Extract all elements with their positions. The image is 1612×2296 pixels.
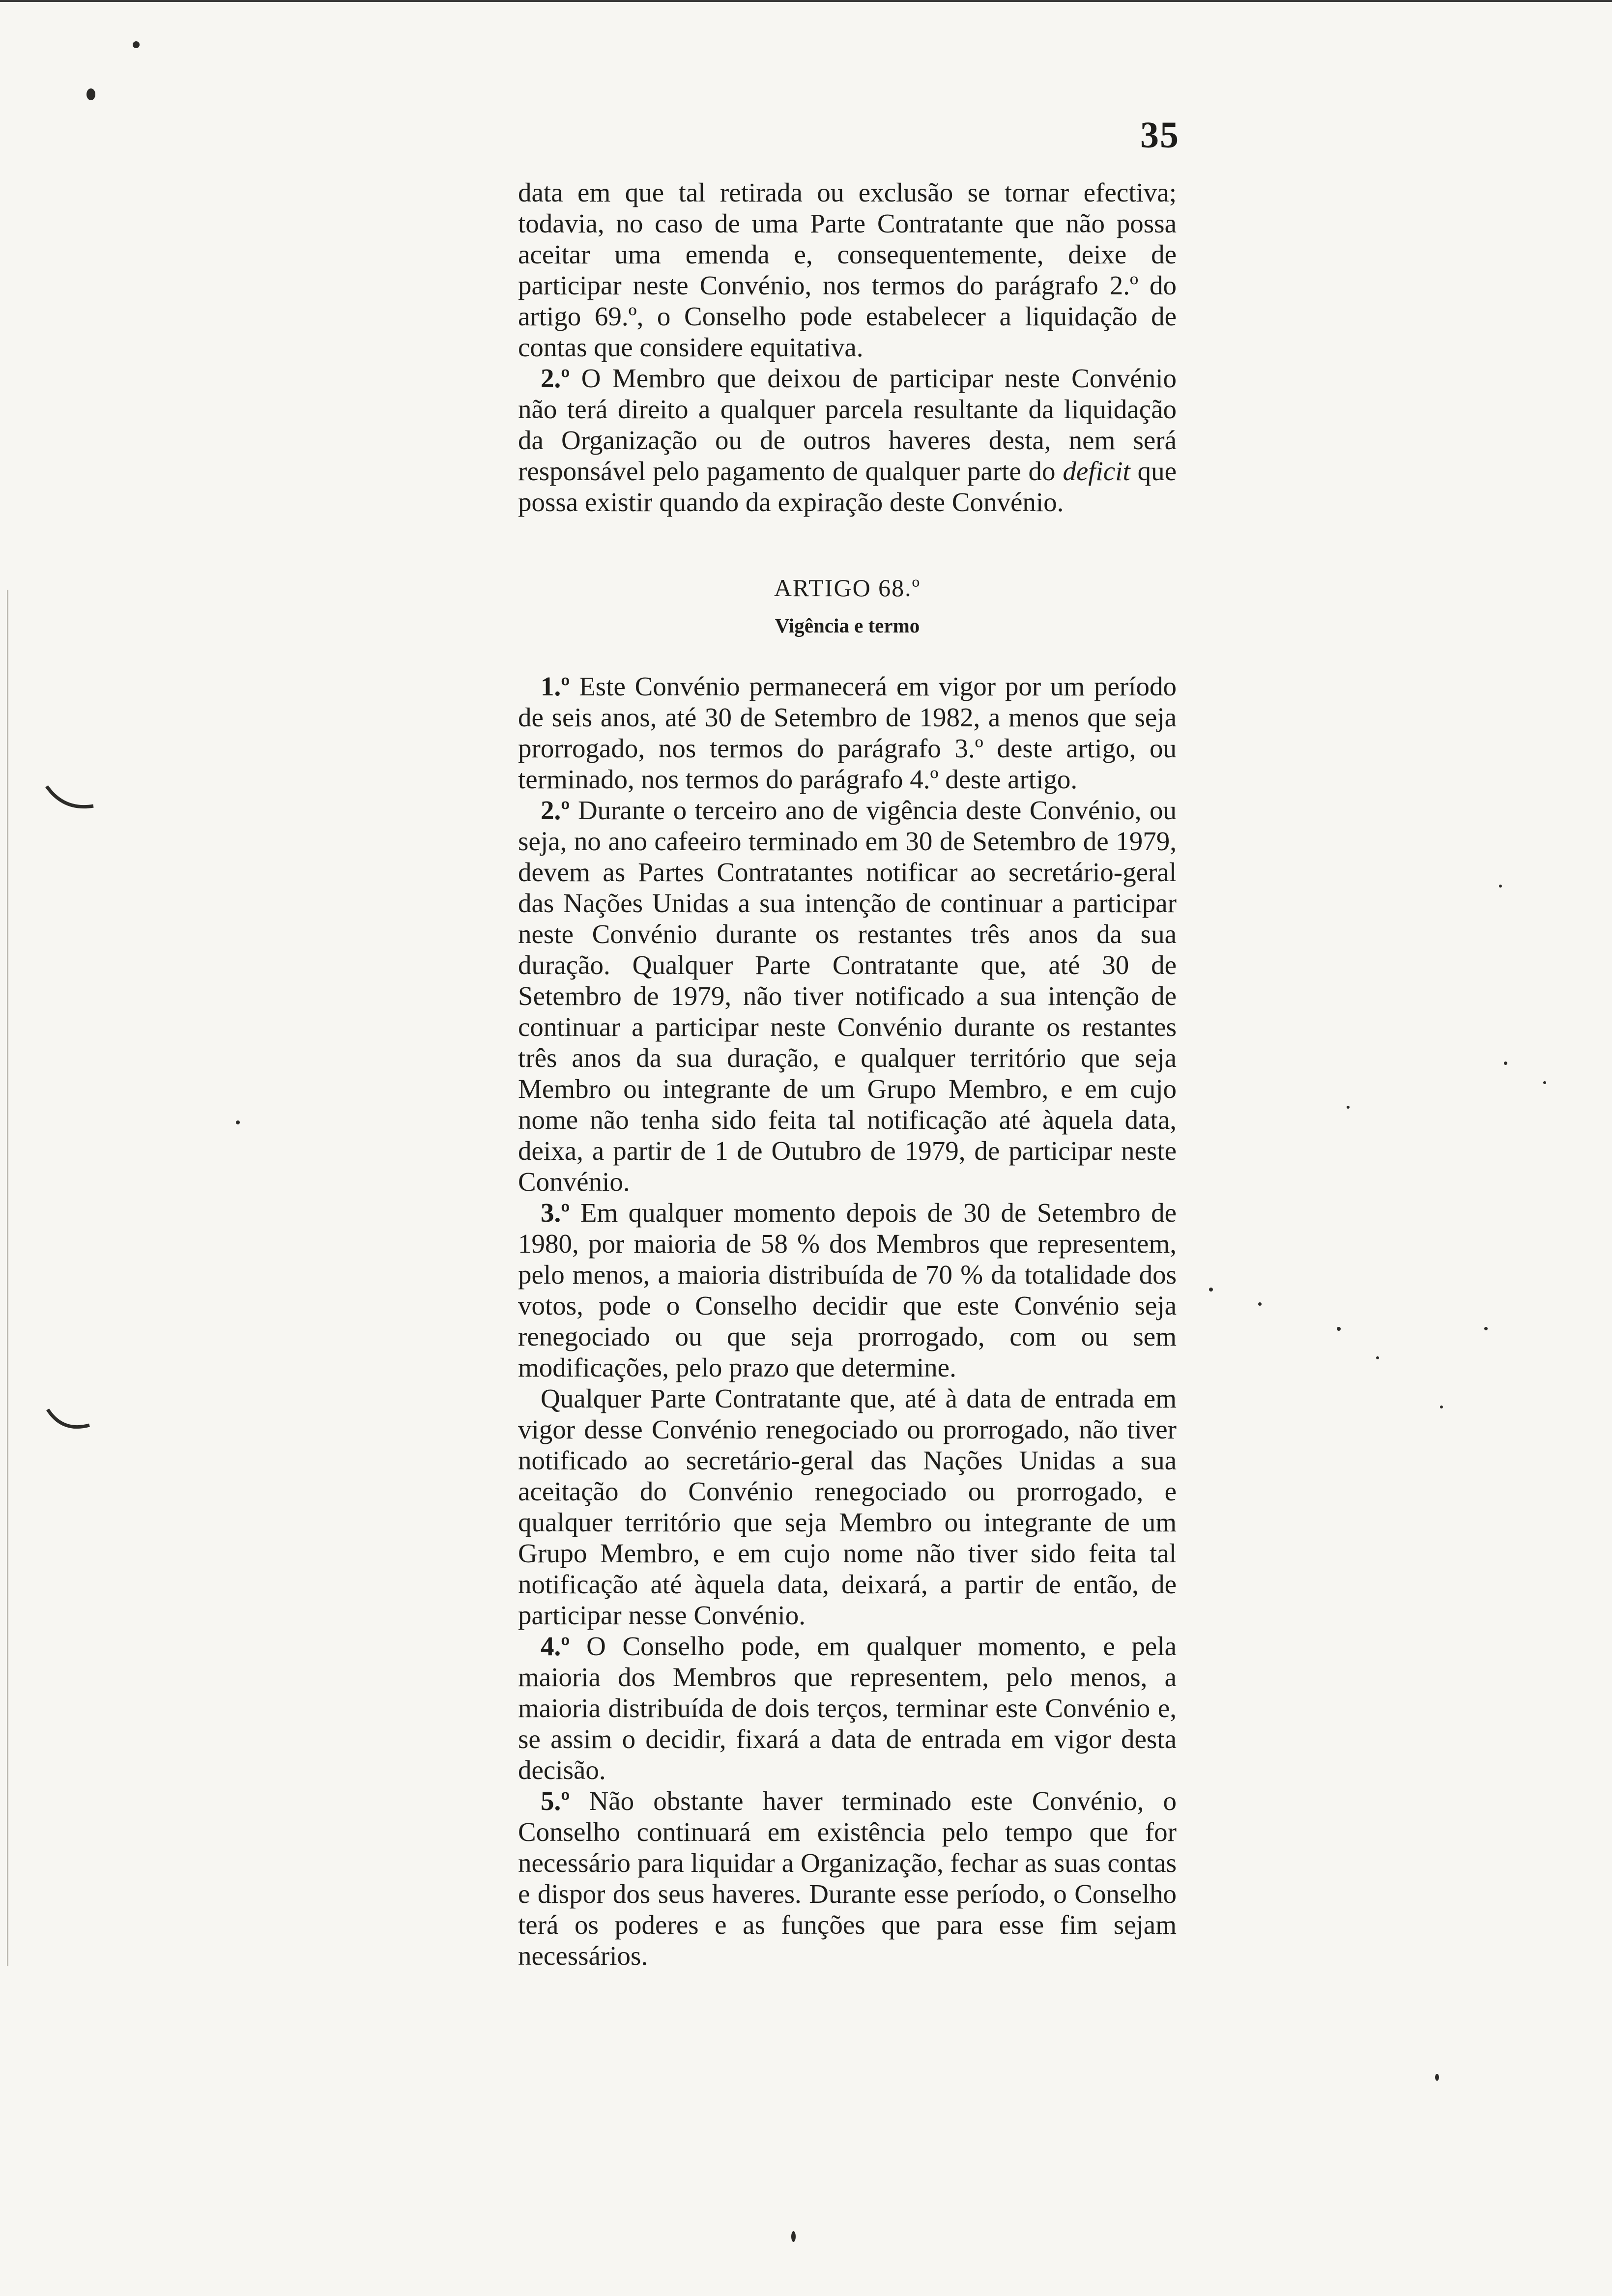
article-item-5 [518,1785,1177,1971]
scan-speck [1504,1062,1507,1065]
article-item-3-text: Em qualquer momento depois de 30 de Setembro de 1980, por maioria de 58 % dos Membros que representem, pelo menos, a maioria distribuída de 70 % da totalidade dos votos, pode o Conselho decidir que este Convénio seja renegociado ou que seja prorrogado, com ou sem modificações, pelo prazo que determine. [518,1198,1177,1382]
scan-speck [133,41,140,48]
intro-continuation-paragraph: data em que tal retirada ou exclusão se tornar efectiva; todavia, no caso de uma Parte Contratante que não possa aceitar uma emenda e, consequentemente, deixe de participar neste Convénio, nos termos do parágrafo 2.º do artigo 69.º, o Conselho pode estabelecer a liquidação de contas que considere equitativa. [518,177,1177,362]
article-item-2-text: Durante o terceiro ano de vigência deste Convénio, ou seja, no ano cafeeiro terminado em 30 de Setembro de 1979, devem as Partes Contratantes notificar ao secretário-geral das Nações Unidas a sua intenção de continuar a participar neste Convénio durante os restantes três anos da sua duração. Qualquer Parte Contratante que, até 30 de Setembro de 1979, não tiver notificado a sua intenção de continuar a participar neste Convénio durante os restantes três anos da sua duração, e qualquer território que seja Membro ou integrante de um Grupo Membro, e em cujo nome não tenha sido feita tal notificação até àquela data, deixa, a partir de 1 de Outubro de 1979, de participar neste Convénio. [518,795,1177,1197]
article-item-1-text: Este Convénio permanecerá em vigor por um período de seis anos, até 30 de Setembro de 1982, a menos que seja prorrogado, nos termos do parágrafo 3.º deste artigo, ou terminado, nos termos do parágrafo 4.º deste artigo. [518,671,1177,794]
article-item-3-number: 3.º [541,1198,570,1228]
scan-speck [86,88,95,100]
scan-speck [1347,1106,1350,1109]
article-item-3 [518,1197,1177,1383]
binding-edge-line [7,590,8,1966]
scan-speck [791,2231,796,2242]
margin-bracket-mark [44,781,98,821]
scan-speck [1543,1081,1546,1084]
article-subtitle: Vigência e termo [775,614,920,637]
paragraph-2-text-end: que possa existir quando da expiração deste Convénio. [518,456,1177,517]
scan-speck [1337,1327,1341,1331]
article-item-4-text: O Conselho pode, em qualquer momento, e pela maioria dos Membros que representem, pelo menos, a maioria distribuída de dois terços, terminar este Convénio e, se assim o decidir, fixará a data de entrada em vigor desta decisão. [518,1631,1177,1785]
article-item-2 [518,795,1177,1197]
article-item-2-number: 2.º [541,795,570,825]
scan-speck [1440,1406,1443,1408]
deficit-term: deficit [1063,456,1130,486]
article-item-5-text: Não obstante haver terminado este Convénio, o Conselho continuará em existência pelo tempo que for necessário para liquidar a Organização, fechar as suas contas e dispor dos seus haveres. Durante esse período, o Conselho terá os poderes e as funções que para esse fim sejam necessários. [518,1786,1177,1971]
article-item-5-number: 5.º [541,1786,570,1816]
scan-speck [236,1120,240,1124]
scan-speck [1376,1356,1379,1359]
page-number: 35 [1140,115,1180,156]
document-body [518,177,1177,1971]
article-item-1 [518,671,1177,795]
margin-bracket-mark [45,1406,94,1440]
scan-speck [1435,2074,1439,2081]
scan-speck [1209,1288,1213,1292]
scan-speck [1499,885,1502,888]
scan-speck [1484,1327,1488,1330]
top-edge-rule [0,0,1612,2]
article-item-1-number: 1.º [541,671,570,701]
paragraph-2 [518,363,1177,517]
article-item-3-continuation [518,1383,1177,1631]
paragraph-2-number: 2.º [541,363,570,393]
article-item-3-continuation-text: Qualquer Parte Contratante que, até à data de entrada em vigor desse Convénio renegociado ou prorrogado, não tiver notificado ao secretário-geral das Nações Unidas a sua aceitação do Convénio renegociado ou prorrogado, e qualquer território que seja Membro ou integrante de um Grupo Membro, e em cujo nome não tiver sido feita tal notificação até àquela data, deixará, a partir de então, de participar nesse Convénio. [518,1383,1177,1630]
paragraph-2-text: O Membro que deixou de participar neste Convénio não terá direito a qualquer parcela resultante da liquidação da Organização ou de outros haveres desta, nem será responsável pelo pagamento de qualquer parte do [518,363,1177,486]
scan-speck [1258,1302,1262,1306]
article-item-4 [518,1631,1177,1785]
article-item-4-number: 4.º [541,1631,570,1661]
article-heading: ARTIGO 68.º [774,574,921,602]
